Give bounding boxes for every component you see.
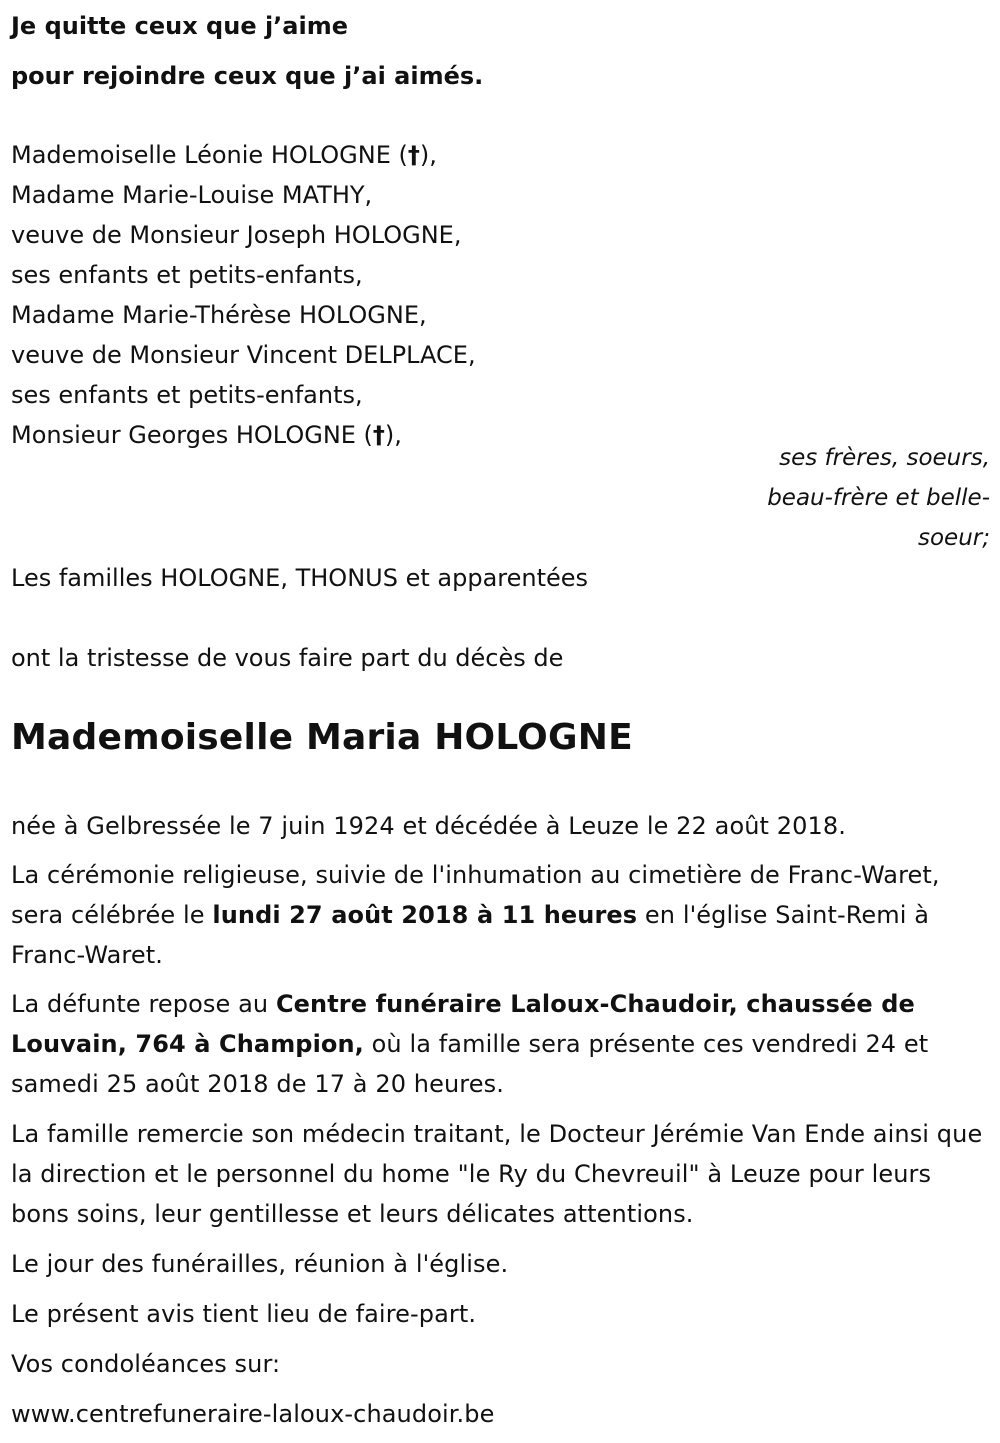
relation-block — [767, 438, 990, 558]
notice-line: Le présent avis tient lieu de faire-part. — [11, 1300, 477, 1328]
birth-death-line: née à Gelbressée le 7 juin 1924 et décédée à Leuze le 22 août 2018. — [11, 812, 846, 840]
cross-icon: † — [372, 421, 385, 449]
ceremony-date: lundi 27 août 2018 à 11 heures — [212, 901, 638, 929]
family-line-1: Mademoiselle Léonie HOLOGNE (†), — [11, 141, 437, 169]
condolences-label: Vos condoléances sur: — [11, 1350, 281, 1378]
family-line-8: Monsieur Georges HOLOGNE (†), — [11, 421, 402, 449]
families-line: Les familles HOLOGNE, THONUS et apparentées — [11, 564, 589, 592]
viewing-paragraph: La défunte repose au Centre funéraire Laloux-Chaudoir, chaussée de Louvain, 764 à Champion, où la famille sera présente ces vendredi 24 et samedi 25 août 2018 de 17 à 20 heures. — [11, 990, 929, 1098]
relation-line-2: beau-frère et belle- — [767, 485, 990, 511]
family-line-7: ses enfants et petits-enfants, — [11, 381, 363, 409]
deceased-name: Mademoiselle Maria HOLOGNE — [11, 717, 633, 758]
thanks-paragraph: La famille remercie son médecin traitant, le Docteur Jérémie Van Ende ainsi que la direction et le personnel du home "le Ry du Chevreuil" à Leuze pour leurs bons soins, leur gentillesse et leurs délicates attentions. — [11, 1120, 983, 1228]
family-line-3: veuve de Monsieur Joseph HOLOGNE, — [11, 221, 462, 249]
family-name-georges: Monsieur Georges HOLOGNE ( — [11, 421, 373, 449]
family-line-6: veuve de Monsieur Vincent DELPLACE, — [11, 341, 476, 369]
relation-line-3: soeur; — [918, 525, 990, 551]
funeral-center-address: Centre funéraire Laloux-Chaudoir, chaussée de Louvain, 764 à Champion, — [11, 990, 915, 1058]
quote-line-1: Je quitte ceux que j’aime — [11, 12, 349, 40]
family-name-leonie: Mademoiselle Léonie HOLOGNE ( — [11, 141, 408, 169]
quote-line-2: pour rejoindre ceux que j’ai aimés. — [11, 62, 484, 90]
website-link[interactable]: www.centrefuneraire-laloux-chaudoir.be — [11, 1400, 495, 1428]
ceremony-paragraph: La cérémonie religieuse, suivie de l'inhumation au cimetière de Franc-Waret, sera célébrée le lundi 27 août 2018 à 11 heures en l'église Saint-Remi à Franc-Waret. — [11, 861, 940, 969]
family-line-5: Madame Marie-Thérèse HOLOGNE, — [11, 301, 427, 329]
family-line-4: ses enfants et petits-enfants, — [11, 261, 363, 289]
announcement-line: ont la tristesse de vous faire part du décès de — [11, 644, 564, 672]
cross-icon: † — [407, 141, 420, 169]
family-line-2: Madame Marie-Louise MATHY, — [11, 181, 373, 209]
funeral-day-line: Le jour des funérailles, réunion à l'église. — [11, 1250, 509, 1278]
relation-line-1: ses frères, soeurs, — [779, 445, 990, 471]
